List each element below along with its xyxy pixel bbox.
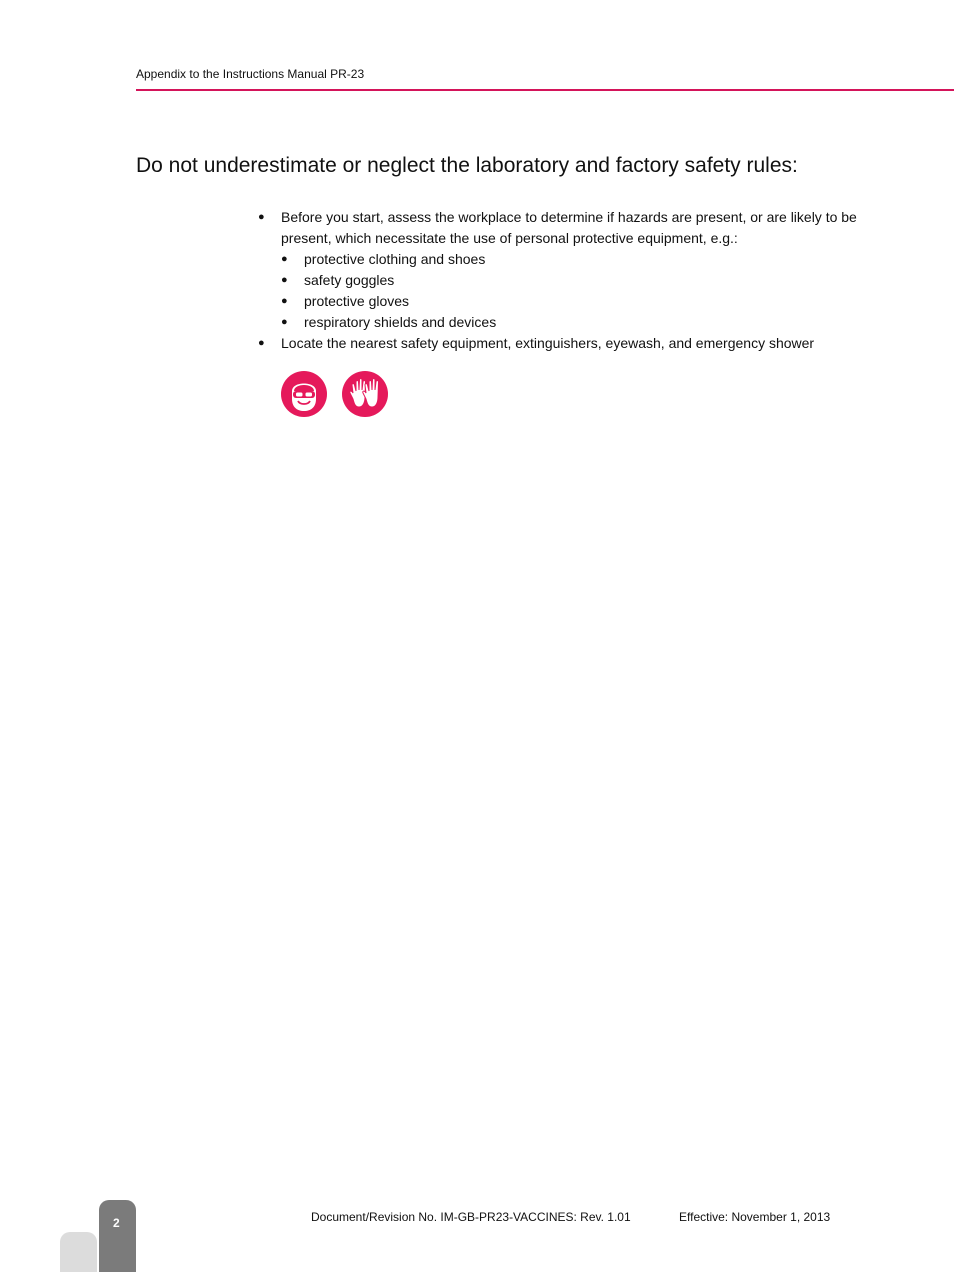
list-item-text: Before you start, assess the workplace to determine if hazards are present, or are likely to be present, which necessitate the use of personal protective equipment, e.g.:: [281, 209, 857, 246]
page-number-tab: [99, 1200, 136, 1272]
list-item: [258, 207, 858, 333]
sub-list-item: ● respiratory shields and devices: [281, 312, 858, 333]
ppe-icons: [281, 371, 388, 417]
effective-date: Effective: November 1, 2013: [679, 1210, 831, 1224]
section-heading: Do not underestimate or neglect the laboratory and factory safety rules:: [136, 154, 798, 177]
footer-tab-decoration: [60, 1232, 97, 1272]
list-item-text: Locate the nearest safety equipment, extinguishers, eyewash, and emergency shower: [281, 335, 815, 351]
safety-rules-list: [258, 207, 858, 354]
sub-list-item: ● safety goggles: [281, 270, 858, 291]
protective-gloves-icon: [342, 371, 388, 417]
sub-list-item: ● protective gloves: [281, 291, 858, 312]
header-divider: [136, 89, 954, 91]
header-title: Appendix to the Instructions Manual PR-23: [136, 67, 365, 81]
list-item: [258, 333, 858, 354]
page-number: 2: [113, 1216, 120, 1230]
document-revision: Document/Revision No. IM-GB-PR23-VACCINES: Rev. 1.01: [311, 1210, 631, 1224]
face-protection-icon: [281, 371, 327, 417]
ppe-sub-list: [281, 249, 858, 333]
sub-list-item: ● protective clothing and shoes: [281, 249, 858, 270]
